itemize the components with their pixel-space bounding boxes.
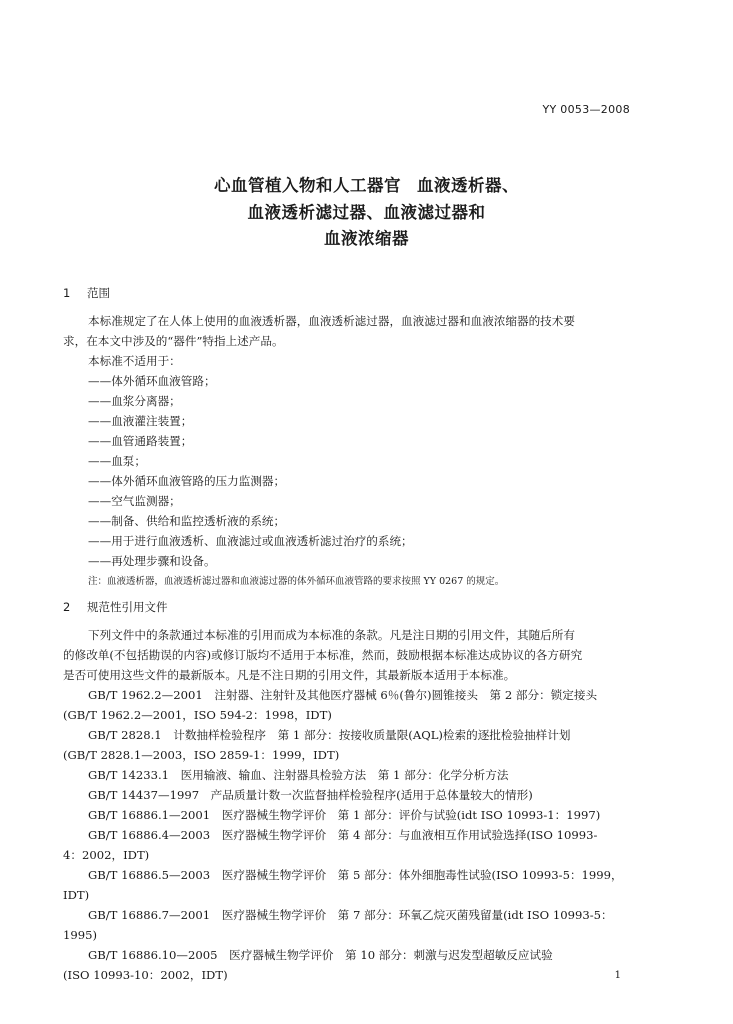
page-number: 1: [614, 970, 621, 981]
list-item: ——体外循环血液管路的压力监测器；: [88, 474, 286, 488]
paragraph-line: 求，在本文中涉及的“器件”特指上述产品。: [63, 334, 284, 348]
reference-line: GB/T 16886.7—2001 医疗器械生物学评价 第 7 部分：环氧乙烷灭菌残留量(idt ISO 10993-5：: [88, 908, 613, 922]
reference-line: GB/T 16886.1—2001 医疗器械生物学评价 第 1 部分：评价与试验(idt ISO 10993-1：1997): [88, 808, 601, 822]
section-number: 2: [63, 600, 71, 614]
reference-line: IDT): [63, 888, 90, 902]
reference-line: GB/T 1962.2—2001 注射器、注射针及其他医疗器械 6％(鲁尔)圆锥接头 第 2 部分：锁定接头: [88, 688, 598, 702]
list-item: ——空气监测器；: [88, 494, 181, 508]
section-1-heading: [63, 285, 110, 301]
reference-line: GB/T 2828.1 计数抽样检验程序 第 1 部分：按接收质量限(AQL)检索的逐批检验抽样计划: [88, 728, 571, 742]
paragraph-line: 是否可使用这些文件的最新版本。凡是不注日期的引用文件，其最新版本适用于本标准。: [63, 668, 516, 682]
paragraph-line: 的修改单(不包括勘误的内容)或修订版均不适用于本标准，然而，鼓励根据本标准达成协议的各方研究: [63, 648, 583, 662]
reference-line: 1995): [63, 928, 98, 942]
reference-line: (GB/T 1962.2—2001，ISO 594-2：1998，IDT): [63, 708, 332, 722]
list-item: ——用于进行血液透析、血液滤过或血液透析滤过治疗的系统；: [88, 534, 413, 548]
list-item: ——体外循环血液管路；: [88, 374, 216, 388]
list-item: ——血泵；: [88, 454, 146, 468]
paragraph-line: 本标准规定了在人体上使用的血液透析器，血液透析滤过器，血液滤过器和血液浓缩器的技术要: [88, 314, 575, 328]
title-line-1: [0, 173, 733, 200]
section-title: 范围: [87, 286, 110, 300]
reference-line: GB/T 14233.1 医用输液、输血、注射器具检验方法 第 1 部分：化学分析方法: [88, 768, 509, 782]
reference-line: GB/T 16886.10—2005 医疗器械生物学评价 第 10 部分：刺激与迟发型超敏反应试验: [88, 948, 553, 962]
reference-line: 4：2002，IDT): [63, 848, 150, 862]
title-line-1b: 血液透析器、: [417, 176, 519, 195]
paragraph-line: 下列文件中的条款通过本标准的引用而成为本标准的条款。凡是注日期的引用文件，其随后所有: [88, 628, 575, 642]
list-item: ——制备、供给和监控透析液的系统；: [88, 514, 286, 528]
list-item: ——血管通路装置；: [88, 434, 193, 448]
reference-line: (ISO 10993-10：2002，IDT): [63, 968, 228, 982]
section-2-heading: [63, 599, 168, 615]
section-number: 1: [63, 286, 71, 300]
document-title: [0, 173, 733, 253]
list-item: ——血液灌注装置；: [88, 414, 193, 428]
standard-code: YY 0053—2008: [542, 103, 630, 116]
title-line-3: 血液浓缩器: [324, 229, 409, 248]
list-item: ——血浆分离器；: [88, 394, 181, 408]
title-line-2: 血液透析滤过器、血液滤过器和: [247, 202, 486, 222]
title-line-1a: 心血管植入物和人工器官: [214, 176, 401, 195]
paragraph-line: 本标准不适用于：: [88, 354, 181, 368]
list-item: ——再处理步骤和设备。: [88, 554, 216, 568]
reference-line: (GB/T 2828.1—2003，ISO 2859-1：1999，IDT): [63, 748, 340, 762]
reference-line: GB/T 14437—1997 产品质量计数一次监督抽样检验程序(适用于总体量较大的情形): [88, 788, 533, 802]
reference-line: GB/T 16886.5—2003 医疗器械生物学评价 第 5 部分：体外细胞毒性试验(ISO 10993-5：1999，: [88, 868, 623, 882]
section-title: 规范性引用文件: [87, 600, 168, 614]
note: 注：血液透析器，血液透析滤过器和血液滤过器的体外循环血液管路的要求按照 YY 0267 的规定。: [88, 576, 505, 587]
reference-line: GB/T 16886.4—2003 医疗器械生物学评价 第 4 部分：与血液相互作用试验选择(ISO 10993-: [88, 828, 598, 842]
